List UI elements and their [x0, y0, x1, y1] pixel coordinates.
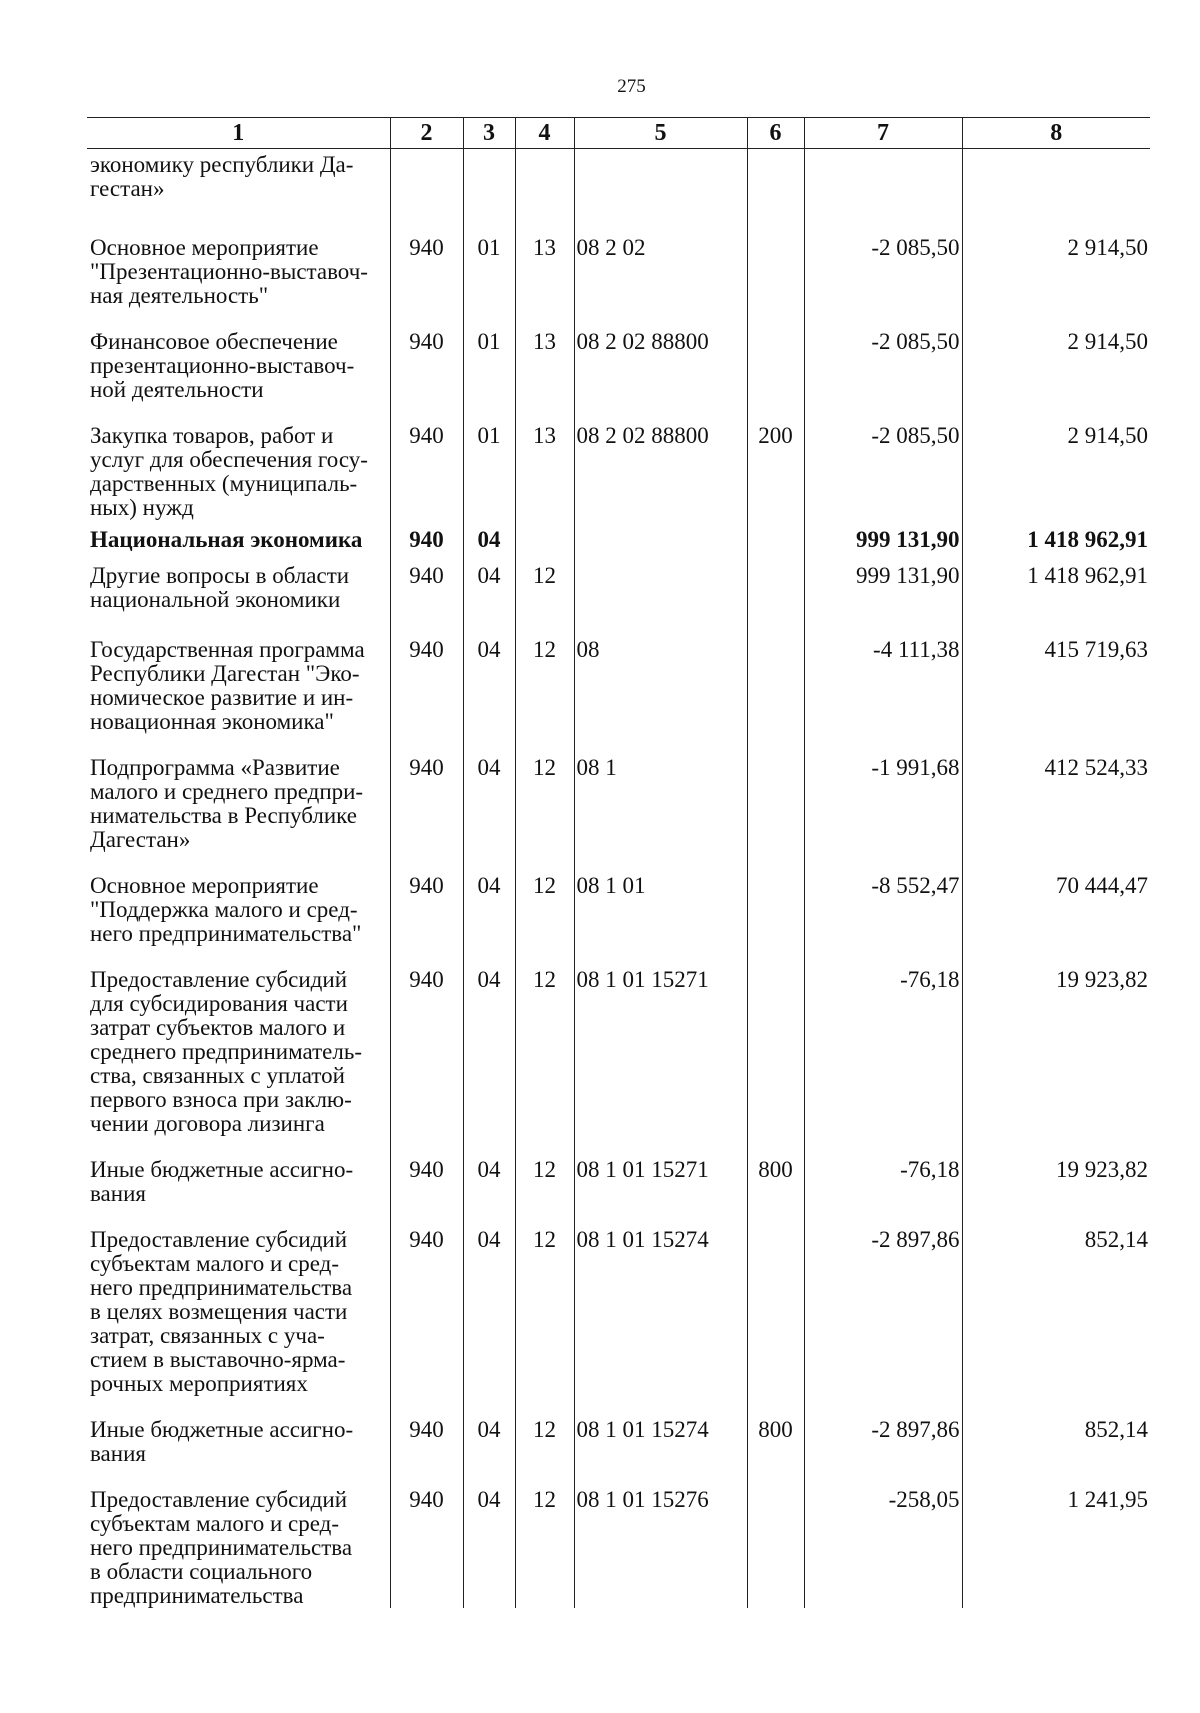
row-name: Иные бюджетные ассигно- вания	[90, 1156, 354, 1206]
row-subsection-code	[515, 149, 574, 214]
row-name: Подпрограмма «Развитие малого и среднего предпри- нимательства в Республике Дагестан»	[90, 754, 364, 852]
row-total-amount: 70 444,47	[962, 852, 1150, 946]
header-col-6: 6	[747, 118, 804, 149]
table-row	[87, 946, 1150, 1136]
row-ministry-code: 940	[390, 308, 463, 402]
table-row	[87, 308, 1150, 402]
row-total-amount: 852,14	[962, 1396, 1150, 1466]
row-expense-type-code	[747, 1206, 804, 1396]
row-change-amount: -2 897,86	[804, 1206, 962, 1396]
row-subsection-code: 12	[515, 852, 574, 946]
row-section-code: 04	[463, 1396, 515, 1466]
row-expense-type-code	[747, 520, 804, 556]
row-target-article-code	[574, 149, 747, 214]
row-change-amount: -2 085,50	[804, 308, 962, 402]
header-col-3: 3	[463, 118, 515, 149]
row-subsection-code: 12	[515, 734, 574, 852]
row-total-amount: 2 914,50	[962, 402, 1150, 520]
row-section-code: 04	[463, 616, 515, 734]
row-name: Государственная программа Республики Дагестан "Эко- номическое развитие и ин- новационная экономика"	[90, 636, 365, 734]
row-expense-type-code	[747, 556, 804, 616]
row-subsection-code: 12	[515, 946, 574, 1136]
row-name: экономику республики Да- гестан»	[90, 152, 354, 201]
table-row	[87, 214, 1150, 308]
row-section-code: 04	[463, 946, 515, 1136]
row-name: Финансовое обеспечение презентационно-выставоч- ной деятельности	[90, 328, 355, 402]
table-row	[87, 520, 1150, 556]
row-expense-type-code	[747, 734, 804, 852]
row-target-article-code: 08 1 01	[574, 852, 747, 946]
row-subsection-code: 13	[515, 214, 574, 308]
row-change-amount: 999 131,90	[804, 520, 962, 556]
row-section-code: 01	[463, 402, 515, 520]
table-body	[87, 149, 1150, 1608]
row-subsection-code: 13	[515, 402, 574, 520]
row-section-code: 04	[463, 1466, 515, 1608]
row-expense-type-code	[747, 852, 804, 946]
table-row	[87, 1396, 1150, 1466]
row-change-amount: -258,05	[804, 1466, 962, 1608]
row-name: Предоставление субсидий субъектам малого и сред- него предпринимательства в области социального предпринимательства	[90, 1486, 353, 1608]
row-section-code: 04	[463, 520, 515, 556]
row-subsection-code: 12	[515, 1466, 574, 1608]
header-col-1: 1	[87, 118, 390, 149]
row-target-article-code	[574, 556, 747, 616]
row-total-amount: 852,14	[962, 1206, 1150, 1396]
row-change-amount: 999 131,90	[804, 556, 962, 616]
row-change-amount: -76,18	[804, 1136, 962, 1206]
row-change-amount: -4 111,38	[804, 616, 962, 734]
row-change-amount: -8 552,47	[804, 852, 962, 946]
row-target-article-code: 08 2 02 88800	[574, 308, 747, 402]
row-ministry-code: 940	[390, 1396, 463, 1466]
row-subsection-code: 13	[515, 308, 574, 402]
row-ministry-code: 940	[390, 852, 463, 946]
row-total-amount: 2 914,50	[962, 214, 1150, 308]
row-expense-type-code	[747, 616, 804, 734]
row-change-amount	[804, 149, 962, 214]
row-expense-type-code	[747, 308, 804, 402]
row-total-amount: 19 923,82	[962, 1136, 1150, 1206]
row-ministry-code: 940	[390, 1206, 463, 1396]
row-section-code: 04	[463, 1206, 515, 1396]
row-target-article-code: 08 1 01 15271	[574, 946, 747, 1136]
row-target-article-code: 08 2 02 88800	[574, 402, 747, 520]
table-row	[87, 1136, 1150, 1206]
row-name: Национальная экономика	[90, 526, 363, 552]
row-expense-type-code	[747, 214, 804, 308]
row-section-code: 04	[463, 734, 515, 852]
table-row	[87, 149, 1150, 214]
row-section-code	[463, 149, 515, 214]
row-name: Основное мероприятие "Презентационно-выставоч- ная деятельность"	[90, 234, 368, 308]
budget-table	[87, 117, 1150, 1608]
row-total-amount: 412 524,33	[962, 734, 1150, 852]
row-total-amount: 415 719,63	[962, 616, 1150, 734]
row-subsection-code: 12	[515, 1206, 574, 1396]
row-section-code: 01	[463, 308, 515, 402]
row-name: Закупка товаров, работ и услуг для обеспечения госу- дарственных (муниципаль- ных) нужд	[90, 422, 368, 520]
row-expense-type-code	[747, 1466, 804, 1608]
table-row	[87, 1466, 1150, 1608]
row-change-amount: -2 085,50	[804, 214, 962, 308]
table-row	[87, 852, 1150, 946]
row-name: Основное мероприятие "Поддержка малого и сред- него предпринимательства"	[90, 872, 362, 946]
header-col-4: 4	[515, 118, 574, 149]
row-expense-type-code	[747, 149, 804, 214]
table-row	[87, 734, 1150, 852]
row-total-amount: 2 914,50	[962, 308, 1150, 402]
table-row	[87, 556, 1150, 616]
row-target-article-code: 08	[574, 616, 747, 734]
row-subsection-code: 12	[515, 556, 574, 616]
header-col-5: 5	[574, 118, 747, 149]
row-total-amount: 1 418 962,91	[962, 520, 1150, 556]
row-target-article-code: 08 1	[574, 734, 747, 852]
row-subsection-code: 12	[515, 616, 574, 734]
row-target-article-code: 08 2 02	[574, 214, 747, 308]
row-expense-type-code: 800	[747, 1136, 804, 1206]
row-name: Иные бюджетные ассигно- вания	[90, 1416, 354, 1466]
header-col-2: 2	[390, 118, 463, 149]
row-expense-type-code	[747, 946, 804, 1136]
row-ministry-code: 940	[390, 1466, 463, 1608]
row-target-article-code: 08 1 01 15276	[574, 1466, 747, 1608]
row-target-article-code	[574, 520, 747, 556]
row-total-amount: 1 418 962,91	[962, 556, 1150, 616]
table-header-row	[87, 118, 1150, 149]
table-row	[87, 402, 1150, 520]
row-total-amount	[962, 149, 1150, 214]
row-change-amount: -1 991,68	[804, 734, 962, 852]
row-name: Предоставление субсидий субъектам малого и сред- него предпринимательства в целях возмещения части затрат, связанных с уча- стием в выставочно-ярма- рочных мероприятиях	[90, 1226, 353, 1396]
row-section-code: 01	[463, 214, 515, 308]
row-change-amount: -2 085,50	[804, 402, 962, 520]
row-section-code: 04	[463, 852, 515, 946]
row-ministry-code: 940	[390, 946, 463, 1136]
row-subsection-code: 12	[515, 1136, 574, 1206]
row-target-article-code: 08 1 01 15274	[574, 1396, 747, 1466]
row-total-amount: 19 923,82	[962, 946, 1150, 1136]
row-target-article-code: 08 1 01 15271	[574, 1136, 747, 1206]
row-ministry-code: 940	[390, 556, 463, 616]
row-subsection-code: 12	[515, 1396, 574, 1466]
row-change-amount: -2 897,86	[804, 1396, 962, 1466]
row-section-code: 04	[463, 556, 515, 616]
row-ministry-code: 940	[390, 214, 463, 308]
page-number: 275	[617, 76, 646, 97]
row-subsection-code	[515, 520, 574, 556]
row-expense-type-code: 200	[747, 402, 804, 520]
row-ministry-code: 940	[390, 734, 463, 852]
row-name: Предоставление субсидий для субсидирования части затрат субъектов малого и среднего предприниматель- ства, связанных с уплатой первого взноса при заклю- чении договора лизинга	[90, 966, 362, 1136]
row-target-article-code: 08 1 01 15274	[574, 1206, 747, 1396]
table-row	[87, 616, 1150, 734]
row-ministry-code: 940	[390, 616, 463, 734]
row-ministry-code: 940	[390, 402, 463, 520]
row-ministry-code: 940	[390, 1136, 463, 1206]
row-total-amount: 1 241,95	[962, 1466, 1150, 1608]
header-col-8: 8	[962, 118, 1150, 149]
row-expense-type-code: 800	[747, 1396, 804, 1466]
row-ministry-code	[390, 149, 463, 214]
row-ministry-code: 940	[390, 520, 463, 556]
table-row	[87, 1206, 1150, 1396]
row-name: Другие вопросы в области национальной экономики	[90, 562, 350, 612]
row-section-code: 04	[463, 1136, 515, 1206]
row-change-amount: -76,18	[804, 946, 962, 1136]
header-col-7: 7	[804, 118, 962, 149]
